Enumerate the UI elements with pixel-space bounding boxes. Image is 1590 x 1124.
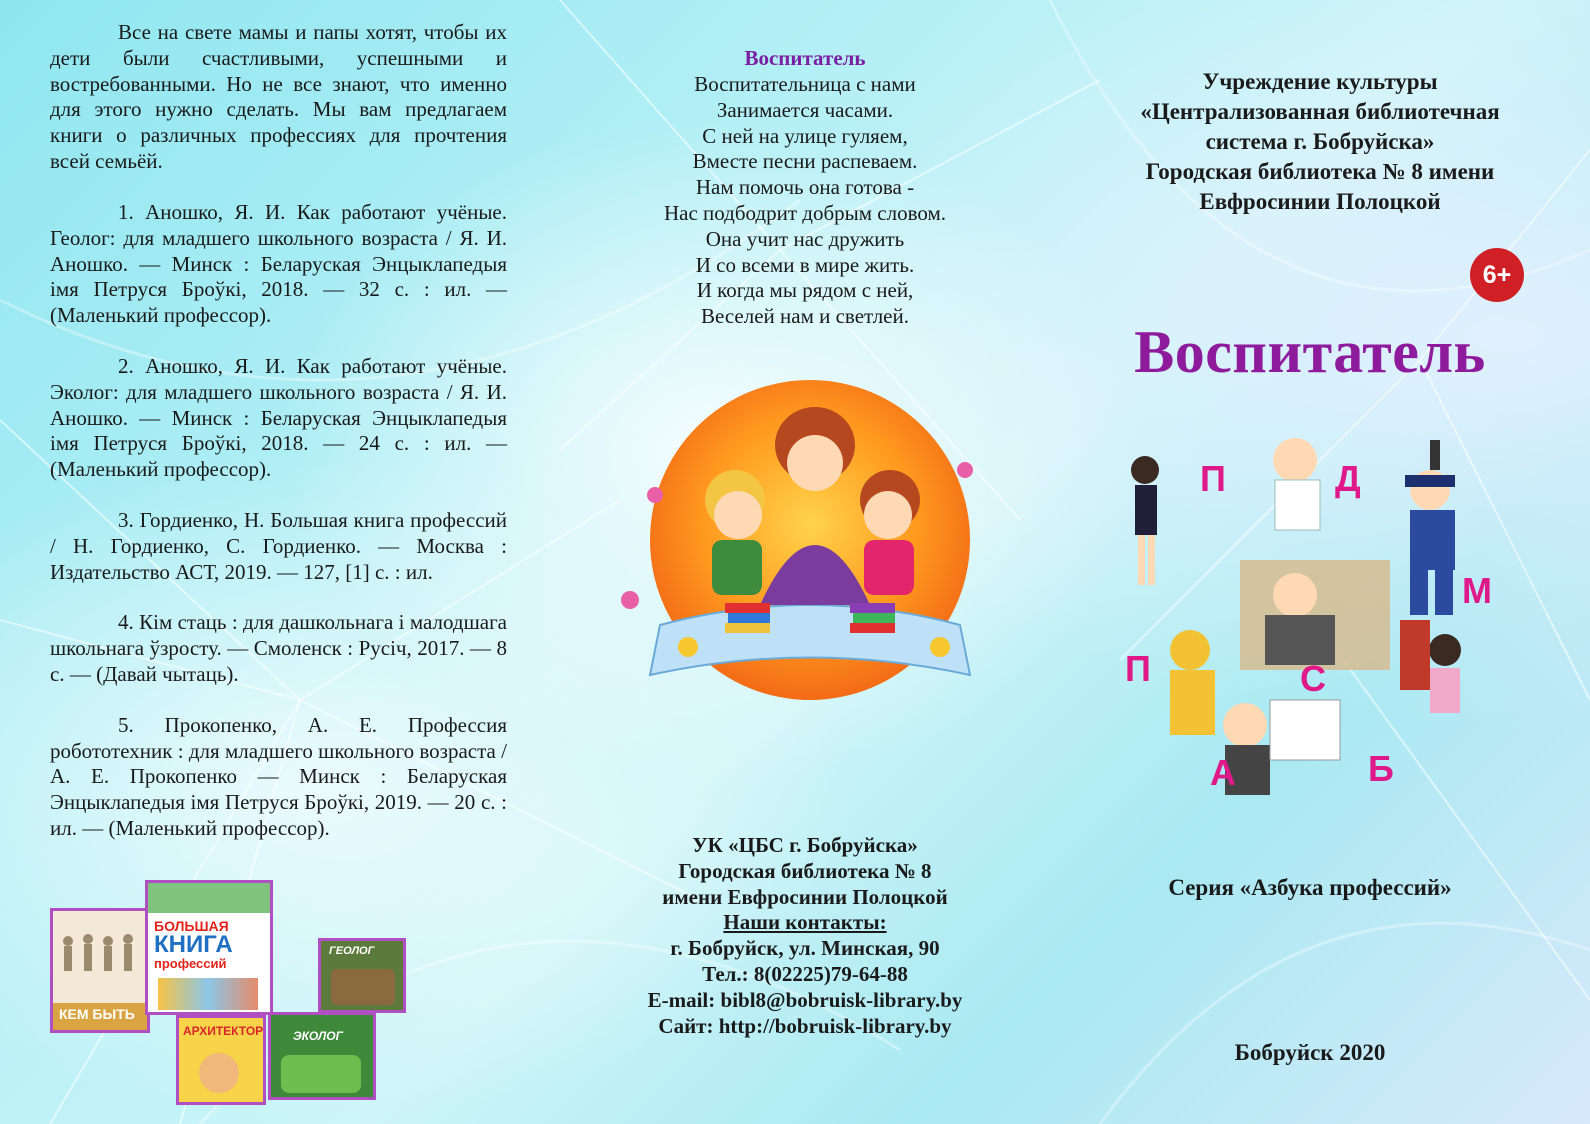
book-title-architect: АРХИТЕКТОР [183, 1024, 264, 1038]
poem [560, 72, 1050, 330]
book-cover-big-book [145, 880, 273, 1015]
alphabet-letter: П [1125, 648, 1151, 689]
professions-alphabet [1100, 420, 1560, 810]
institution-line: Городская библиотека № 8 имени [1145, 159, 1495, 184]
reference-item: 4. Кім стаць : для дашкольнага і малодшага школьнага ўзросту. — Смоленск : Русіч, 2017. — 8 с. — (Давай чытаць). [50, 610, 507, 686]
book-title-line: КНИГА [154, 931, 233, 958]
professions-illustration [1100, 420, 1560, 810]
contacts-library-name: имени Евфросинии Полоцкой [662, 884, 948, 909]
reference-item: 5. Прокопенко, А. Е. Профессия робототехник : для младшего школьного возраста / А. Е. Прокопенко — Минск : Беларуская Энцыклапедыя імя Петруся Броўкі, 2019. — 20 с. : ил. — (Маленький профессор). [50, 712, 507, 840]
book-title-line: БОЛЬШАЯ [154, 918, 229, 934]
poem-line: И со всеми в мире жить. [695, 252, 915, 277]
book-covers-collage [50, 880, 410, 1105]
right-panel [1100, 0, 1560, 1124]
contacts-library: Городская библиотека № 8 [678, 858, 932, 883]
alphabet-letter: П [1200, 458, 1226, 499]
poem-line: Нас подбодрит добрым словом. [663, 200, 947, 225]
contacts-address: г. Бобруйск, ул. Минская, 90 [670, 936, 940, 961]
alphabet-letter: А [1210, 752, 1236, 793]
contacts-site: Сайт: http://bobruisk-library.by [658, 1013, 952, 1038]
institution-heading [1100, 67, 1540, 217]
poem-line: Вместе песни распеваем. [692, 149, 918, 174]
book-cover-geolog [318, 938, 406, 1013]
book-cover-architect [176, 1015, 266, 1105]
series-label: Серия «Азбука профессий» [1168, 875, 1452, 900]
institution-line: Учреждение культуры [1202, 69, 1438, 94]
poem-line: И когда мы рядом с ней, [696, 278, 914, 303]
age-rating-badge: 6+ [1470, 248, 1524, 302]
institution-line: «Централизованная библиотечная [1140, 99, 1500, 124]
reference-item: 2. Аношко, Я. И. Как работают учёные. Эколог: для младшего школьного возраста / Я. И. Аношко. — Минск : Беларуская Энцыклапедыя імя Петруся Броўкі, 2018. — 24 с. : ил. — (Маленький профессор). [50, 353, 507, 482]
poem-line: Нам помочь она готова - [695, 175, 915, 200]
page-title: Воспитатель [1134, 319, 1486, 385]
alphabet-letter: М [1462, 570, 1492, 611]
poem-title: Воспитатель [744, 46, 866, 70]
institution-line: система г. Бобруйска» [1205, 129, 1435, 154]
contacts-block [560, 833, 1050, 1039]
book-title-ecolog: ЭКОЛОГ [293, 1029, 343, 1043]
book-cover-kem-byt [50, 908, 150, 1033]
contacts-phone: Тел.: 8(02225)79-64-88 [702, 961, 908, 986]
poem-line: Она учит нас дружить [705, 226, 905, 251]
book-title-geolog: ГЕОЛОГ [329, 945, 375, 957]
poem-line: Занимается часами. [716, 97, 894, 122]
intro-paragraph: Все на свете мамы и папы хотят, чтобы их дети были счастливыми, успешными и востребованными. Но не все знают, что именно для этого нужно сделать. Мы вам предлагаем книги о различных профессиях для прочтения всей семьёй. [50, 20, 507, 173]
poem-line: Воспитательница с нами [694, 72, 916, 96]
poem-line: С ней на улице гуляем, [702, 123, 908, 148]
book-title-line: профессий [154, 956, 227, 971]
alphabet-letter: Д [1335, 458, 1361, 499]
book-title-kem-byt: КЕМ БЫТЬ [59, 1006, 135, 1022]
city-year: Бобруйск 2020 [1234, 1040, 1386, 1065]
institution-line: Евфросинии Полоцкой [1199, 189, 1441, 214]
poem-line: Веселей нам и светлей. [700, 304, 909, 329]
reference-item: 3. Гордиенко, Н. Большая книга профессий / Н. Гордиенко, С. Гордиенко. — Москва : Издательство АСТ, 2019. — 127, [1] с. : ил. [50, 507, 507, 584]
contacts-org: УК «ЦБС г. Бобруйска» [692, 833, 918, 857]
book-cover-ecolog [268, 1012, 376, 1100]
alphabet-letter: Б [1368, 748, 1394, 789]
reference-item: 1. Аношко, Я. И. Как работают учёные. Геолог: для младшего школьного возраста / Я. И. Аношко. — Минск : Беларуская Энцыклапедыя імя Петруся Броўкі, 2018. — 32 с. : ил. — (Маленький профессор). [50, 200, 507, 328]
teacher-with-children-illustration [600, 375, 1020, 715]
middle-panel [560, 0, 1050, 1124]
contacts-email: E-mail: bibl8@bobruisk-library.by [647, 987, 963, 1012]
reference-list [50, 200, 507, 867]
contacts-heading: Наши контакты: [723, 910, 887, 935]
alphabet-letter: С [1300, 658, 1326, 699]
